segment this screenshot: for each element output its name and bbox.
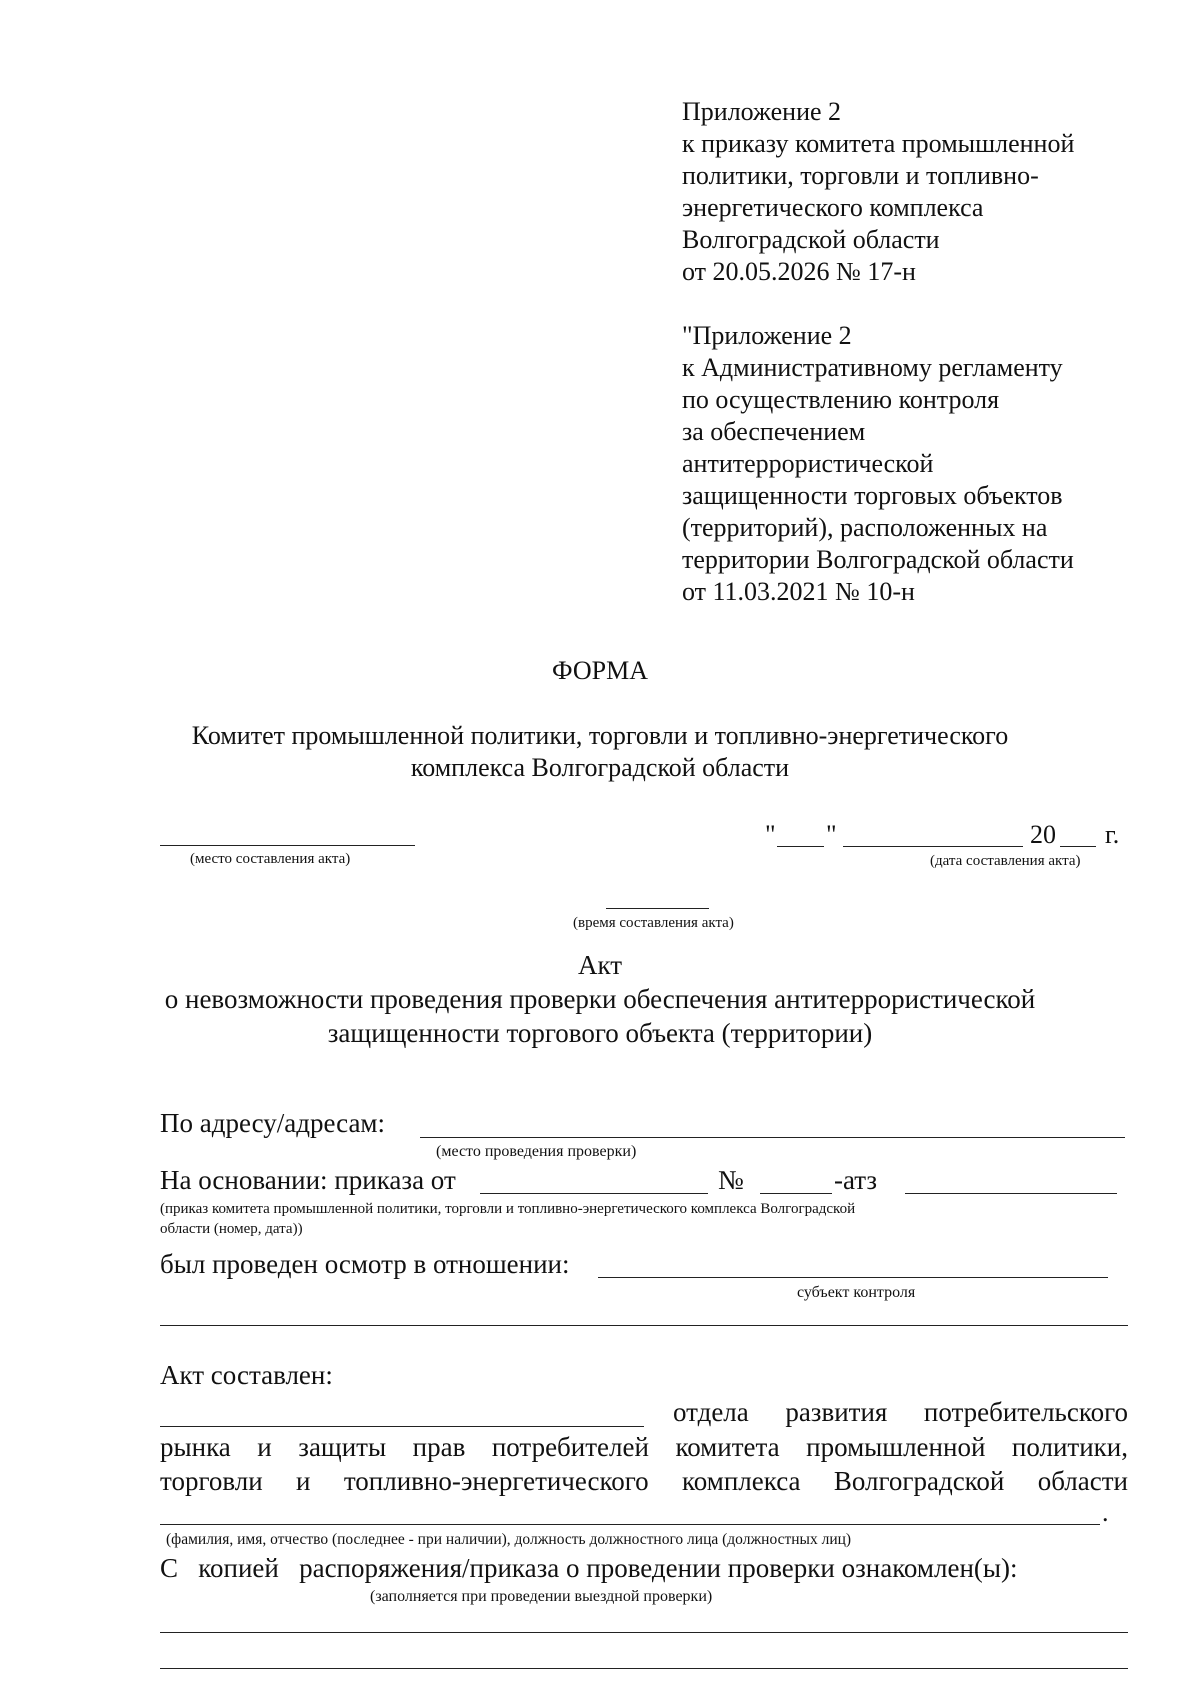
order-extra-field[interactable] (905, 1193, 1117, 1194)
regulation-line: "Приложение 2 (682, 321, 852, 350)
basis-caption-line1: (приказ комитета промышленной политики, торговли и топливно-энергетического комплекса Волгоградской (160, 1201, 856, 1217)
appendix-header (682, 96, 1162, 608)
address-field[interactable] (420, 1137, 1125, 1138)
acquainted-field-1[interactable] (160, 1632, 1128, 1633)
address-caption: (место проведения проверки) (436, 1143, 637, 1160)
acquainted-field-2[interactable] (160, 1668, 1128, 1669)
date-day-field[interactable] (777, 846, 824, 847)
date-quote-open: " (765, 820, 776, 849)
act-title-line: Акт (577, 950, 623, 980)
inspection-subject-field-2[interactable] (160, 1325, 1128, 1326)
acquainted-label: С копией распоряжения/приказа о проведении проверки ознакомлен(ы): (160, 1553, 1018, 1583)
order-date-field[interactable] (480, 1193, 708, 1194)
regulation-line: по осуществлению контроля (682, 385, 1000, 414)
compiled-line1-text: отдела развития потребительского (673, 1397, 1128, 1427)
regulation-line: за обеспечением (682, 417, 866, 446)
act-title-line: о невозможности проведения проверки обеспечения антитеррористической (164, 984, 1036, 1014)
inspection-subject-field[interactable] (598, 1277, 1108, 1278)
appendix-line: Приложение 2 (682, 97, 842, 126)
place-field[interactable] (160, 845, 415, 846)
date-year-suffix: г. (1105, 820, 1120, 849)
date-caption: (дата составления акта) (930, 853, 1081, 869)
basis-label: На основании: приказа от (160, 1165, 456, 1195)
compiled-period: . (1102, 1498, 1109, 1527)
act-title-line: защищенности торгового объекта (территории) (327, 1018, 873, 1048)
inspection-label: был проведен осмотр в отношении: (160, 1249, 570, 1279)
committee-line: Комитет промышленной политики, торговли и топливно-энергетического (191, 721, 1009, 750)
committee-name (0, 720, 1200, 784)
time-caption: (время составления акта) (573, 915, 734, 931)
basis-caption-line2: области (номер, дата)) (160, 1221, 303, 1237)
compiled-line2-text: рынка и защиты прав потребителей комитета промышленной политики, (160, 1432, 1128, 1462)
regulation-line: от 11.03.2021 № 10-н (682, 577, 915, 606)
form-title: ФОРМА (552, 656, 648, 685)
compiled-by-field[interactable] (160, 1426, 644, 1427)
regulation-line: антитеррористической (682, 449, 934, 478)
regulation-line: территории Волгоградской области (682, 545, 1074, 574)
regulation-line: защищенности торговых объектов (682, 481, 1063, 510)
acquainted-caption: (заполняется при проведении выездной проверки) (370, 1588, 713, 1605)
regulation-line: (территорий), расположенных на (682, 513, 1048, 542)
compiled-label: Акт составлен: (160, 1360, 333, 1390)
compiled-caption: (фамилия, имя, отчество (последнее - при наличии), должность должностного лица (должностных лиц) (166, 1531, 852, 1548)
compiled-line3-text: торговли и топливно-энергетического комплекса Волгоградской области (160, 1466, 1128, 1496)
address-label: По адресу/адресам: (160, 1108, 386, 1138)
date-year-field[interactable] (1060, 846, 1096, 847)
appendix-line: политики, торговли и топливно- (682, 161, 1039, 190)
appendix-line: от 20.05.2026 № 17-н (682, 257, 916, 286)
inspection-caption: субъект контроля (797, 1284, 916, 1301)
regulation-line: к Административному регламенту (682, 353, 1063, 382)
order-number-field[interactable] (760, 1193, 832, 1194)
appendix-line: к приказу комитета промышленной (682, 129, 1075, 158)
date-year-prefix: 20 (1030, 820, 1056, 849)
date-quote-close: " (826, 820, 837, 849)
time-field[interactable] (606, 908, 709, 909)
date-month-field[interactable] (843, 846, 1023, 847)
compiled-person-field[interactable] (160, 1524, 1100, 1525)
appendix-line: Волгоградской области (682, 225, 940, 254)
act-title (0, 948, 1200, 1050)
order-number-suffix: -атз (834, 1165, 878, 1195)
committee-line: комплекса Волгоградской области (410, 753, 790, 782)
appendix-line: энергетического комплекса (682, 193, 984, 222)
order-number-sign: № (718, 1165, 744, 1195)
place-caption: (место составления акта) (190, 851, 351, 867)
